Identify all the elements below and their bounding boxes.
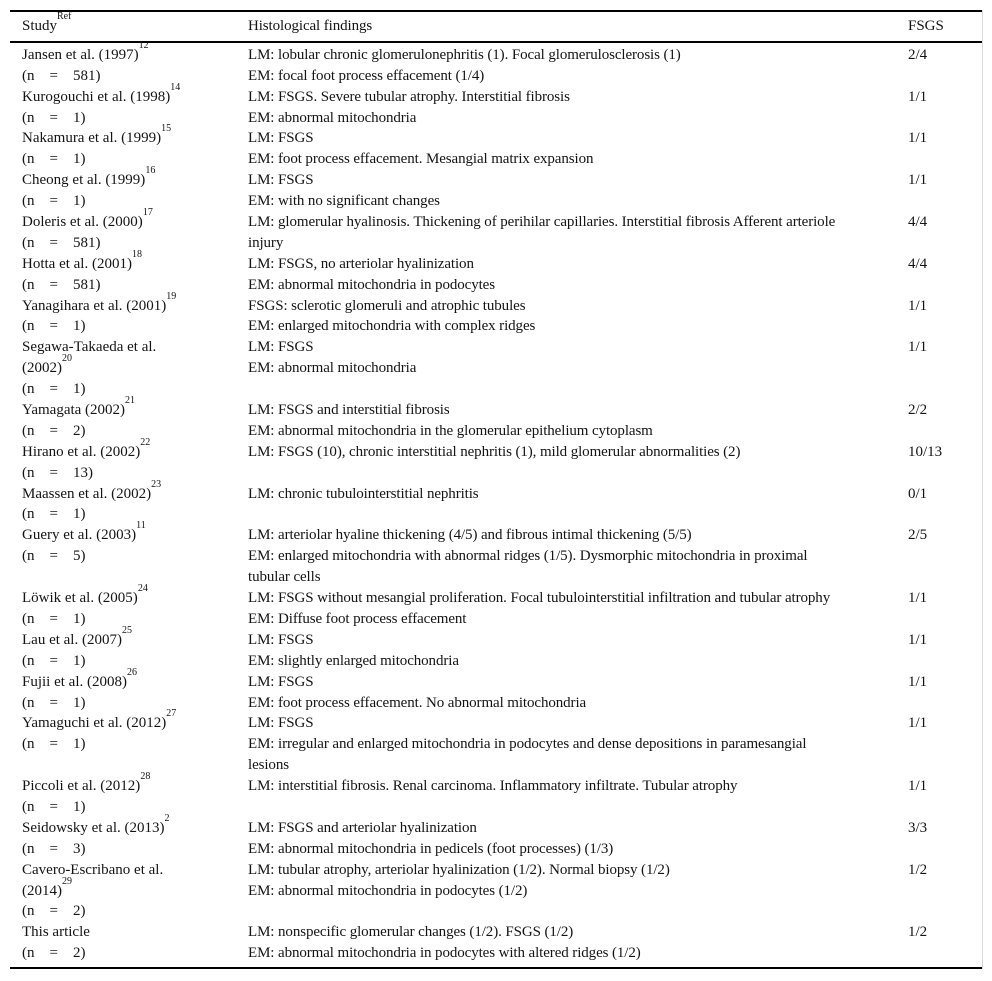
finding-line: LM: FSGS. Severe tubular atrophy. Interstitial fibrosis <box>248 88 570 105</box>
fsgs-value: 2/2 <box>908 402 928 419</box>
reference-superscript: 29 <box>62 875 72 887</box>
study-name-text: (2014) <box>22 882 62 899</box>
finding-line: EM: enlarged mitochondria with abnormal ridges (1/5). Dysmorphic mitochondria in proximal <box>248 548 808 565</box>
study-name-text: Yamagata (2002) <box>22 402 126 419</box>
study-n-line: (n = 581) <box>22 67 101 84</box>
findings-cell <box>248 713 908 776</box>
reference-superscript: 11 <box>136 520 146 532</box>
study-cell <box>22 39 248 87</box>
study-cell <box>22 123 248 170</box>
table-row <box>22 478 982 526</box>
finding-line: LM: arteriolar hyaline thickening (4/5) and fibrous intimal thickening (5/5) <box>248 527 692 544</box>
finding-line: EM: abnormal mitochondria in pedicels (foot processes) (1/3) <box>248 840 614 857</box>
reference-superscript: 21 <box>125 395 136 407</box>
table-right-rule <box>982 10 983 969</box>
study-name-line <box>22 81 248 108</box>
finding-line: LM: FSGS <box>248 130 314 147</box>
study-name-text: Jansen et al. (1997) <box>22 46 139 63</box>
finding-line: LM: FSGS <box>248 631 314 648</box>
reference-superscript: 27 <box>166 708 177 720</box>
study-n-line: (n = 1) <box>22 381 86 398</box>
study-n-line: (n = 1) <box>22 736 86 753</box>
study-name-line <box>22 708 248 734</box>
table-row <box>22 771 982 818</box>
fsgs-value: 1/1 <box>908 339 928 356</box>
study-n-line: (n = 13) <box>22 464 93 481</box>
study-name-text: Nakamura et al. (1999) <box>22 130 162 147</box>
table-row <box>22 708 982 776</box>
finding-line: EM: foot process effacement. Mesangial matrix expansion <box>248 151 594 168</box>
table-row <box>22 123 982 170</box>
fsgs-cell <box>908 776 982 797</box>
findings-cell <box>248 818 908 860</box>
study-name-line <box>22 520 248 546</box>
fsgs-value: 2/4 <box>908 46 928 63</box>
finding-line: EM: with no significant changes <box>248 193 440 210</box>
study-name-text: Doleris et al. (2000) <box>22 214 143 231</box>
study-n-line: (n = 3) <box>22 840 86 857</box>
reference-superscript: 15 <box>161 123 172 135</box>
fsgs-value: 1/1 <box>908 297 928 314</box>
study-cell <box>22 812 248 860</box>
reference-superscript: 2 <box>164 812 170 824</box>
reference-superscript: 19 <box>166 290 177 302</box>
finding-line: LM: FSGS (10), chronic interstitial nephritis (1), mild glomerular abnormalities (2) <box>248 443 741 460</box>
study-cell <box>22 922 248 964</box>
finding-line: LM: FSGS and arteriolar hyalinization <box>248 819 477 836</box>
findings-cell <box>248 630 908 672</box>
fsgs-cell <box>908 484 982 505</box>
finding-line: LM: FSGS <box>248 172 314 189</box>
table-row <box>22 165 982 212</box>
study-cell <box>22 165 248 212</box>
fsgs-cell <box>908 713 982 734</box>
findings-cell <box>248 860 908 902</box>
study-name-text: Hotta et al. (2001) <box>22 255 132 272</box>
study-cell <box>22 478 248 526</box>
fsgs-value: 1/1 <box>908 673 928 690</box>
fsgs-cell <box>908 337 982 358</box>
fsgs-value: 1/1 <box>908 715 928 732</box>
study-name-text: Cheong et al. (1999) <box>22 172 146 189</box>
study-name-line <box>22 436 248 463</box>
study-cell <box>22 207 248 254</box>
table-row <box>22 812 982 860</box>
study-n-line: (n = 5) <box>22 548 86 565</box>
study-n-line: (n = 1) <box>22 610 86 627</box>
study-n-line: (n = 1) <box>22 151 86 168</box>
finding-line: injury <box>248 234 284 251</box>
header-findings-label: Histological findings <box>248 18 373 34</box>
study-name-line <box>22 583 248 609</box>
findings-cell <box>248 776 908 797</box>
findings-cell <box>248 672 908 714</box>
fsgs-cell <box>908 170 982 191</box>
finding-line: LM: lobular chronic glomerulonephritis (1). Focal glomerulosclerosis (1) <box>248 46 681 63</box>
reference-superscript: 22 <box>140 436 151 448</box>
fsgs-cell <box>908 860 982 881</box>
table-row <box>22 337 982 400</box>
study-n-line: (n = 2) <box>22 903 86 920</box>
finding-line: EM: abnormal mitochondria <box>248 109 417 126</box>
fsgs-cell <box>908 87 982 108</box>
study-name-text: Maassen et al. (2002) <box>22 485 152 502</box>
table-row <box>22 860 982 923</box>
table-row <box>22 436 982 484</box>
reference-superscript: 17 <box>142 207 153 219</box>
fsgs-cell <box>908 922 982 943</box>
fsgs-value: 3/3 <box>908 819 928 836</box>
study-name-text: Fujii et al. (2008) <box>22 673 127 690</box>
table-row <box>22 624 982 672</box>
header-study-ref-superscript: Ref <box>57 11 72 22</box>
findings-cell <box>248 128 908 170</box>
reference-superscript: 23 <box>151 478 162 490</box>
finding-line: EM: abnormal mitochondria in podocytes (1/2) <box>248 882 528 899</box>
finding-line: LM: nonspecific glomerular changes (1/2). FSGS (1/2) <box>248 924 574 941</box>
fsgs-cell <box>908 45 982 66</box>
study-name-line <box>22 207 248 233</box>
fsgs-cell <box>908 128 982 149</box>
reference-superscript: 25 <box>121 624 132 636</box>
header-study-label: Study$^{Ref}$ <box>22 11 72 34</box>
finding-line: EM: irregular and enlarged mitochondria in podocytes and dense depositions in paramesangial <box>248 736 807 753</box>
study-name-text: Lau et al. (2007) <box>22 631 122 648</box>
histology-table <box>10 10 982 969</box>
findings-cell <box>248 525 908 588</box>
study-cell <box>22 337 248 400</box>
study-name-line <box>22 123 248 149</box>
findings-cell <box>248 337 908 379</box>
fsgs-cell <box>908 630 982 651</box>
fsgs-cell <box>908 672 982 693</box>
study-n-line: (n = 581) <box>22 234 101 251</box>
study-n-line: (n = 1) <box>22 193 86 210</box>
findings-cell <box>248 254 908 296</box>
study-name-line <box>22 165 248 191</box>
fsgs-value: 1/2 <box>908 861 928 878</box>
study-n-line: (n = 2) <box>22 422 86 439</box>
study-name-line <box>22 666 248 693</box>
study-name-line <box>22 875 248 902</box>
findings-cell <box>248 400 908 442</box>
header-study-cell <box>22 11 248 37</box>
reference-superscript: 26 <box>127 666 137 678</box>
study-name-text: Piccoli et al. (2012) <box>22 778 141 795</box>
study-name-line <box>22 860 248 881</box>
findings-cell <box>248 484 908 505</box>
fsgs-value: 1/1 <box>908 172 928 189</box>
reference-superscript: 20 <box>62 353 72 365</box>
study-name-text: Löwik et al. (2005) <box>22 590 138 607</box>
fsgs-value: 1/1 <box>908 88 928 105</box>
table-row <box>22 207 982 254</box>
fsgs-value: 2/5 <box>908 527 928 544</box>
header-fsgs-cell <box>908 16 982 37</box>
fsgs-value: 1/1 <box>908 778 928 795</box>
fsgs-cell <box>908 400 982 421</box>
findings-cell <box>248 588 908 630</box>
fsgs-cell <box>908 212 982 233</box>
study-name-text: This article <box>22 924 90 941</box>
study-name-line <box>22 624 248 651</box>
finding-line: EM: focal foot process effacement (1/4) <box>248 67 485 84</box>
study-name-text: (2002) <box>22 360 62 377</box>
table-row <box>22 583 982 630</box>
study-name-line <box>22 39 248 66</box>
fsgs-cell <box>908 296 982 317</box>
study-name-line <box>22 771 248 797</box>
study-name-text: Hirano et al. (2002) <box>22 443 141 460</box>
study-cell <box>22 436 248 484</box>
study-cell <box>22 520 248 567</box>
study-name-text: Guery et al. (2003) <box>22 527 137 544</box>
finding-line: lesions <box>248 757 289 774</box>
findings-cell <box>248 922 908 964</box>
study-name-line <box>22 922 248 943</box>
study-cell <box>22 666 248 714</box>
finding-line: tubular cells <box>248 569 321 586</box>
study-cell <box>22 583 248 630</box>
table-row <box>22 520 982 588</box>
fsgs-value: 1/1 <box>908 130 928 147</box>
study-cell <box>22 248 248 296</box>
finding-line: LM: glomerular hyalinosis. Thickening of perihilar capillaries. Interstitial fibrosis Afferent arteriole <box>248 214 836 231</box>
table-row <box>22 39 982 87</box>
study-name-line <box>22 353 248 379</box>
study-n-line: (n = 1) <box>22 652 86 669</box>
fsgs-cell <box>908 588 982 609</box>
study-name-line <box>22 248 248 275</box>
table-row <box>22 922 982 964</box>
study-n-line: (n = 581) <box>22 276 101 293</box>
finding-line: LM: FSGS <box>248 339 314 356</box>
findings-cell <box>248 212 908 254</box>
findings-cell <box>248 442 908 463</box>
header-fsgs-label: FSGS <box>908 18 944 34</box>
reference-superscript: 12 <box>138 39 149 51</box>
study-name-line <box>22 290 248 317</box>
study-name-line <box>22 812 248 839</box>
study-name-text: Cavero-Escribano et al. <box>22 861 164 878</box>
fsgs-value: 10/13 <box>908 443 943 460</box>
study-name-text: Yamaguchi et al. (2012) <box>22 715 167 732</box>
table-body <box>10 39 982 969</box>
finding-line: LM: FSGS and interstitial fibrosis <box>248 402 450 419</box>
fsgs-cell <box>908 525 982 546</box>
finding-line: LM: FSGS <box>248 673 314 690</box>
study-name-line <box>22 478 248 505</box>
finding-line: LM: chronic tubulointerstitial nephritis <box>248 485 479 502</box>
study-cell <box>22 708 248 755</box>
finding-line: LM: interstitial fibrosis. Renal carcinoma. Inflammatory infiltrate. Tubular atrophy <box>248 778 738 795</box>
study-n-line: (n = 1) <box>22 506 86 523</box>
finding-line: LM: FSGS without mesangial proliferation. Focal tubulointerstitial infiltration and tubular atrophy <box>248 590 831 607</box>
header-findings-cell <box>248 16 908 37</box>
finding-line: EM: abnormal mitochondria in podocytes with altered ridges (1/2) <box>248 945 641 962</box>
study-name-text: Segawa-Takaeda et al. <box>22 339 157 356</box>
findings-cell <box>248 45 908 87</box>
finding-line: EM: foot process effacement. No abnormal mitochondria <box>248 694 587 711</box>
fsgs-value: 1/1 <box>908 590 928 607</box>
study-n-line: (n = 1) <box>22 109 86 126</box>
fsgs-value: 0/1 <box>908 485 928 502</box>
findings-cell <box>248 296 908 338</box>
study-cell <box>22 290 248 338</box>
finding-line: LM: FSGS <box>248 715 314 732</box>
study-name-line <box>22 337 248 358</box>
reference-superscript: 16 <box>145 165 156 177</box>
fsgs-value: 4/4 <box>908 255 928 272</box>
fsgs-value: 1/2 <box>908 924 928 941</box>
reference-superscript: 24 <box>137 583 148 595</box>
fsgs-cell <box>908 442 982 463</box>
study-name-text: Kurogouchi et al. (1998) <box>22 88 171 105</box>
study-cell <box>22 771 248 818</box>
fsgs-cell <box>908 818 982 839</box>
finding-line: LM: FSGS, no arteriolar hyalinization <box>248 255 474 272</box>
study-n-line: (n = 1) <box>22 318 86 335</box>
study-cell <box>22 81 248 129</box>
study-name-text: Seidowsky et al. (2013) <box>22 819 165 836</box>
findings-cell <box>248 87 908 129</box>
study-cell <box>22 395 248 442</box>
finding-line: EM: abnormal mitochondria <box>248 360 417 377</box>
finding-line: EM: Diffuse foot process effacement <box>248 610 467 627</box>
study-cell <box>22 860 248 923</box>
study-n-line: (n = 2) <box>22 945 86 962</box>
study-n-line: (n = 1) <box>22 694 86 711</box>
fsgs-cell <box>908 254 982 275</box>
reference-superscript: 28 <box>140 771 151 783</box>
table-row <box>22 248 982 296</box>
table-header <box>10 10 982 43</box>
fsgs-value: 4/4 <box>908 214 928 231</box>
finding-line: EM: abnormal mitochondria in podocytes <box>248 276 495 293</box>
table-row <box>22 395 982 442</box>
reference-superscript: 14 <box>170 81 181 93</box>
finding-line: EM: enlarged mitochondria with complex ridges <box>248 318 536 335</box>
fsgs-value: 1/1 <box>908 631 928 648</box>
study-cell <box>22 624 248 672</box>
finding-line: EM: abnormal mitochondria in the glomerular epithelium cytoplasm <box>248 422 653 439</box>
finding-line: FSGS: sclerotic glomeruli and atrophic tubules <box>248 297 526 314</box>
reference-superscript: 18 <box>131 248 142 260</box>
findings-cell <box>248 170 908 212</box>
study-n-line: (n = 1) <box>22 798 86 815</box>
table-row <box>22 290 982 338</box>
finding-line: EM: slightly enlarged mitochondria <box>248 652 459 669</box>
study-name-line <box>22 395 248 421</box>
finding-line: LM: tubular atrophy, arteriolar hyalinization (1/2). Normal biopsy (1/2) <box>248 861 670 878</box>
study-name-text: Yanagihara et al. (2001) <box>22 297 167 314</box>
